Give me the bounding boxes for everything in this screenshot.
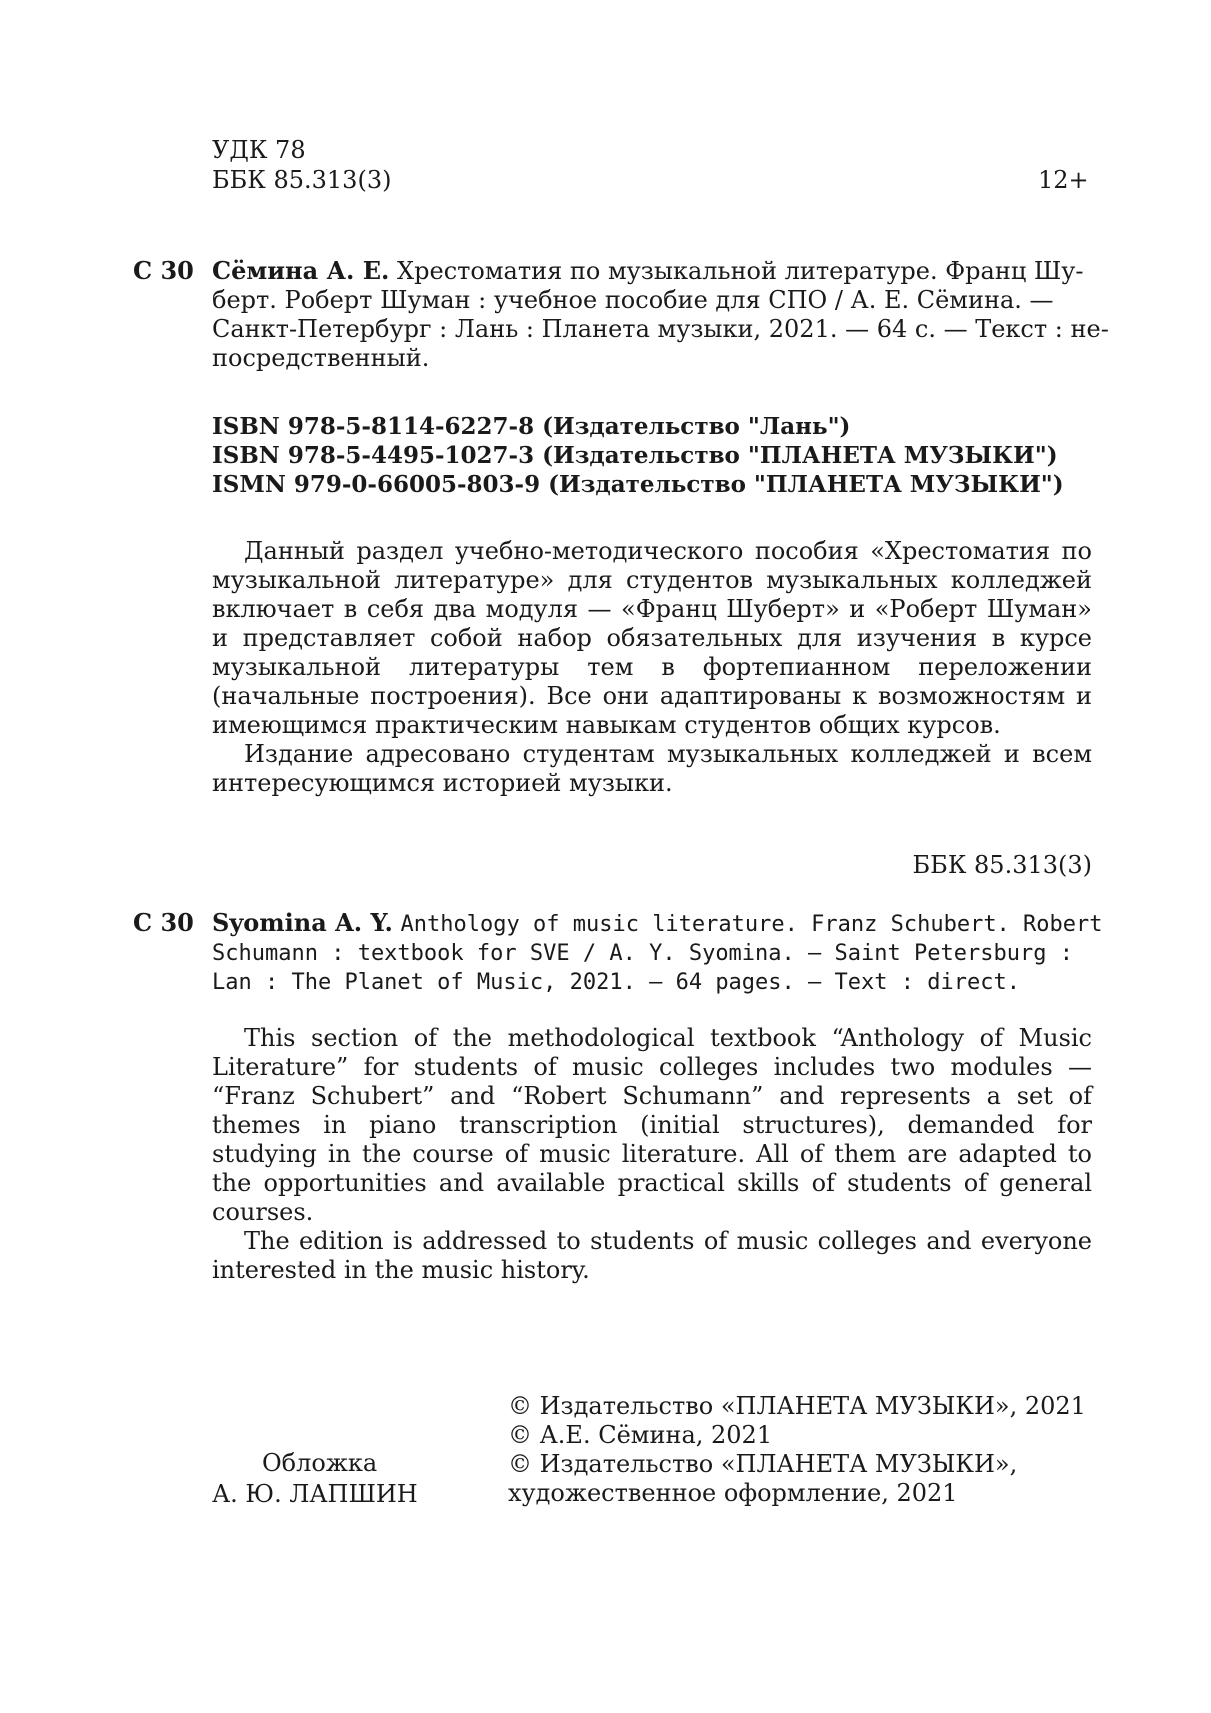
ru-abstract xyxy=(212,537,1092,798)
ru-entry-author: Сёмина А. Е. xyxy=(212,256,390,285)
en-abstract-paragraph: This section of the methodological textbook “Anthology of Music Literature” for students of music colleges includes two modules — “Franz Schubert” and “Robert Schumann” and represents a set of themes in piano transcription (initial structures), demanded for studying in the course of music literature. All of them are adapted to the opportunities and available practical skills of students of general courses. xyxy=(212,1024,1092,1226)
ru-entry-line: берт. Роберт Шуман : учебное пособие для СПО / А. Е. Сёмина. — xyxy=(212,286,1054,314)
udk-code: УДК 78 xyxy=(212,136,306,164)
en-abstract-paragraph: The edition is addressed to students of music colleges and everyone interested in the music history. xyxy=(212,1227,1092,1284)
en-entry xyxy=(212,908,1103,997)
cover-artist: А. Ю. ЛАПШИН xyxy=(212,1480,418,1508)
cover-label: Обложка xyxy=(262,1449,378,1477)
copyright-line: © Издательство «ПЛАНЕТА МУЗЫКИ», 2021 xyxy=(508,1392,1086,1420)
isbn-block xyxy=(212,412,1064,499)
copyright-line: © А.Е. Сёмина, 2021 xyxy=(508,1421,773,1449)
ru-abstract-paragraph: Издание адресовано студентам музыкальных колледжей и всем интересующимся историей музыки. xyxy=(212,740,1092,797)
copyright-block xyxy=(508,1392,1086,1508)
bbk-code: ББК 85.313(3) xyxy=(212,166,392,194)
copyright-line: художественное оформление, 2021 xyxy=(508,1479,958,1507)
ru-entry-line: посредственный. xyxy=(212,344,430,372)
en-entry-author: Syomina A. Y. xyxy=(212,908,393,937)
ru-entry-line: Санкт-Петербург : Лань : Планета музыки, 2021. — 64 с. — Текст : не- xyxy=(212,315,1109,343)
age-rating: 12+ xyxy=(1038,166,1089,194)
en-entry-code: С 30 xyxy=(133,908,194,937)
en-abstract xyxy=(212,1024,1092,1285)
en-entry-line: Anthology of music literature. Franz Schubert. Robert xyxy=(400,912,1103,937)
isbn-line: ISBN 978-5-8114-6227-8 (Издательство "Лань") xyxy=(212,413,851,440)
ru-entry-code: С 30 xyxy=(133,256,194,285)
en-entry-line: Schumann : textbook for SVE / A. Y. Syomina. — Saint Petersburg : xyxy=(212,941,1073,966)
ismn-line: ISMN 979-0-66005-803-9 (Издательство "ПЛАНЕТА МУЗЫКИ") xyxy=(212,471,1064,498)
copyright-line: © Издательство «ПЛАНЕТА МУЗЫКИ», xyxy=(508,1450,1018,1478)
bbk-footer: ББК 85.313(3) xyxy=(912,851,1092,879)
en-entry-line: Lan : The Planet of Music, 2021. — 64 pages. — Text : direct. xyxy=(212,970,1020,995)
isbn-line: ISBN 978-5-4495-1027-3 (Издательство "ПЛАНЕТА МУЗЫКИ") xyxy=(212,442,1058,469)
ru-entry-line: Хрестоматия по музыкальной литературе. Франц Шу- xyxy=(397,257,1084,285)
ru-abstract-paragraph: Данный раздел учебно-методического пособия «Хрестоматия по музыкальной литературе» для студентов музыкальных колледжей включает в себя два модуля — «Франц Шуберт» и «Роберт Шуман» и представляет собой набор обязательных для изучения в курсе музыкальной литературы тем в фортепианном переложении (начальные построения). Все они адаптированы к возможностям и имеющимся практическим навыкам студентов общих курсов. xyxy=(212,537,1092,739)
ru-entry xyxy=(212,256,1109,373)
